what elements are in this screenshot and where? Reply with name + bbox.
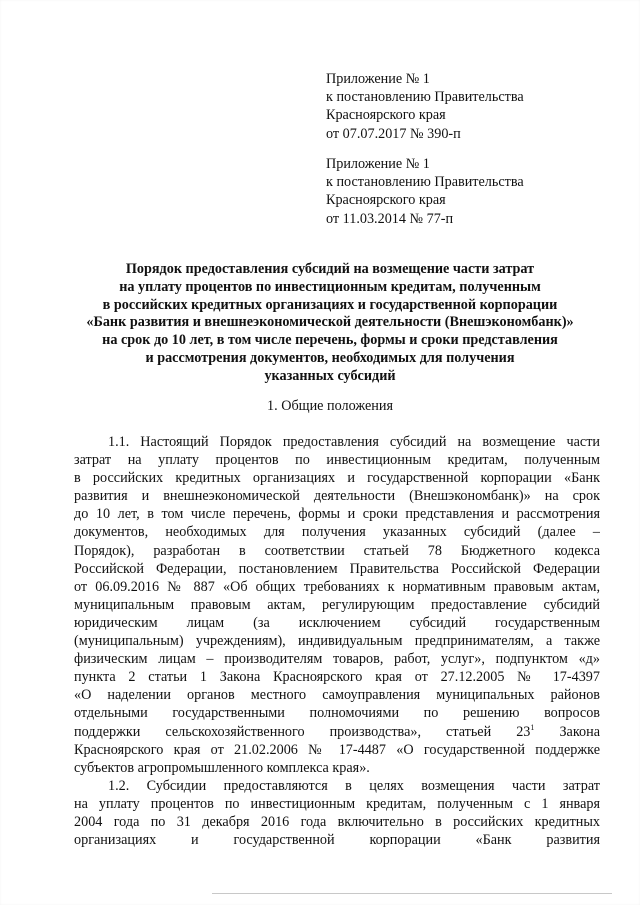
document-title [60, 261, 600, 386]
appendix-block-original [326, 155, 524, 228]
title-line: «Банк развития и внешнеэкономической деятельности (Внешэкономбанк)» [86, 314, 574, 331]
appendix-date-number: от 11.03.2014 № 77-п [326, 210, 454, 227]
title-line: и рассмотрения документов, необходимых для получения [145, 349, 515, 366]
paragraph-1-line: муниципальным правовым актам, регулирующим предоставление субсидий [74, 596, 600, 613]
article-superscript: 1 [530, 722, 535, 732]
paragraph-1-line: документов, необходимых для получения указанных субсидий (далее – [74, 524, 600, 541]
appendix-region: Красноярского края [326, 192, 446, 209]
title-line: Порядок предоставления субсидий на возмещение части затрат [125, 261, 535, 277]
paragraph-1-line: Российской Федерации, постановлением Правительства Российской Федерации [74, 560, 600, 577]
paragraph-1-line: Порядок), разработан в соответствии статьей 78 Бюджетного кодекса [74, 542, 600, 559]
appendix-region: Красноярского края [326, 107, 446, 124]
paragraph-1-line: затрат на уплату процентов по инвестиционным кредитам, полученным [74, 452, 600, 469]
paragraph-1-line: (муниципальным) учреждениям), индивидуальным предпринимателям, а также [74, 633, 600, 650]
paragraph-1-line: «О наделении органов местного самоуправления муниципальных районов [74, 687, 600, 704]
title-line: на уплату процентов по инвестиционным кредитам, полученным [119, 278, 541, 295]
paragraph-2-line: 2004 года по 31 декабря 2016 года включительно в российских кредитных [74, 813, 600, 830]
line-tail: Закона [559, 723, 600, 740]
paragraph-1-line: в российских кредитных организациях и государственной корпорации «Банк [74, 470, 600, 487]
paragraph-1-line: развития и внешнеэкономической деятельности (Внешэкономбанк)» на срок [74, 488, 600, 505]
paragraph-2-line: на уплату процентов по инвестиционным кредитам, полученным с 1 января [74, 795, 600, 812]
paragraph-1-line: до 10 лет, в том числе перечень, формы и сроки представления и рассмотрения [74, 506, 600, 523]
paragraph-1-line: 1.1. Настоящий Порядок предоставления субсидий на возмещение части [108, 434, 600, 450]
paragraph-1-line: субъектов агропромышленного комплекса края». [74, 759, 370, 776]
appendix-decree-ref: к постановлению Правительства [326, 89, 524, 106]
line-text: поддержки сельскохозяйственного производства», статьей 23 [74, 723, 531, 740]
paragraph-1-line: Красноярского края от 21.02.2006 № 17-4487 «О государственной поддержке [74, 741, 600, 758]
appendix-label: Приложение № 1 [326, 156, 430, 172]
appendix-decree-ref: к постановлению Правительства [326, 174, 524, 191]
paragraph-1-line: отдельными государственными полномочиями по решению вопросов [74, 705, 600, 722]
paragraph-1-line-with-superscript [74, 723, 600, 741]
section-heading: 1. Общие положения [267, 398, 393, 414]
paragraph-1-line: от 06.09.2016 № 887 «Об общих требованиях к нормативным правовым актам, [74, 578, 600, 595]
paragraph-2-line: 1.2. Субсидии предоставляются в целях возмещения части затрат [108, 777, 600, 794]
paragraph-1-line: юридическим лицам (за исключением субсидий государственным [74, 614, 600, 631]
paragraph-1-line: физическим лицам – производителям товаров, работ, услуг», подпунктом «д» [74, 651, 600, 668]
body-text [74, 433, 600, 849]
title-line: в российских кредитных организациях и государственной корпорации [102, 296, 558, 313]
scan-bottom-edge [212, 893, 612, 894]
appendix-block-current [326, 70, 524, 143]
paragraph-1-line: пункта 2 статьи 1 Закона Красноярского края от 27.12.2005 № 17-4397 [74, 669, 600, 686]
appendix-label: Приложение № 1 [326, 71, 430, 87]
title-line: указанных субсидий [264, 367, 396, 384]
title-line: на срок до 10 лет, в том числе перечень, формы и сроки представления [102, 332, 558, 349]
appendix-date-number: от 07.07.2017 № 390-п [326, 125, 461, 142]
paragraph-2-line: организациях и государственной корпорации «Банк развития [74, 832, 600, 849]
